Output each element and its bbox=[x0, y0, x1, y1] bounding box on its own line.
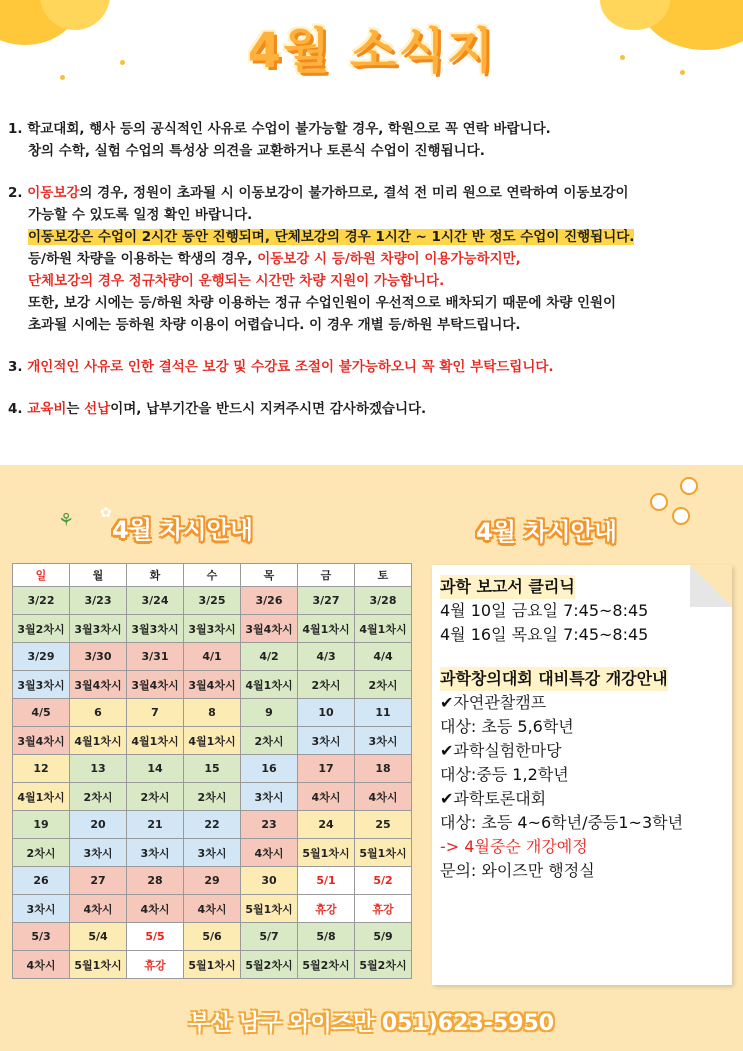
calendar-session: 3월4차시 bbox=[127, 671, 184, 699]
calendar-session: 5월1차시 bbox=[355, 839, 412, 867]
special-line: 대상: 초등 5,6학년 bbox=[440, 717, 574, 736]
notice-text: 등/하원 차량을 이용하는 학생의 경우, bbox=[28, 251, 258, 267]
schedule-calendar bbox=[12, 563, 412, 979]
calendar-date: 4/2 bbox=[241, 643, 298, 671]
calendar-date: 5/5 bbox=[127, 923, 184, 951]
notice-text: 1. 학교대회, 행사 등의 공식적인 사유로 수업이 불가능할 경우, 학원으로 꼭 연락 바랍니다. bbox=[8, 121, 551, 137]
special-line: ✔과학실험한마당 bbox=[440, 741, 562, 760]
weekday-header: 토 bbox=[355, 564, 412, 587]
calendar-date: 19 bbox=[13, 811, 70, 839]
flower-icon bbox=[680, 477, 698, 495]
calendar-session: 4월1차시 bbox=[355, 615, 412, 643]
calendar-session: 4월1차시 bbox=[70, 727, 127, 755]
notice-line bbox=[8, 182, 733, 204]
calendar-date: 9 bbox=[241, 699, 298, 727]
weekday-header: 월 bbox=[70, 564, 127, 587]
calendar-date: 5/6 bbox=[184, 923, 241, 951]
calendar-date: 30 bbox=[241, 867, 298, 895]
calendar-session: 휴강 bbox=[127, 951, 184, 979]
calendar-date: 6 bbox=[70, 699, 127, 727]
calendar-session: 4차시 bbox=[241, 839, 298, 867]
notice-line bbox=[8, 398, 733, 420]
notice-text: 또한, 보강 시에는 등/하원 차량 이용하는 정규 수업인원이 우선적으로 배차되기 때문에 차량 인원이 bbox=[28, 295, 617, 311]
clinic-line: 4월 16일 목요일 7:45~8:45 bbox=[440, 625, 649, 644]
calendar-date: 27 bbox=[70, 867, 127, 895]
notice-text: 이동보강은 수업이 2시간 동안 진행되며, 단체보강의 경우 1시간 ~ 1시간 반 정도 수업이 진행됩니다. bbox=[28, 229, 635, 245]
calendar-session: 4차시 bbox=[184, 895, 241, 923]
calendar-session: 3차시 bbox=[127, 839, 184, 867]
footer-contact: 부산 남구 와이즈만 051)623-5950 bbox=[188, 1011, 555, 1036]
calendar-date: 14 bbox=[127, 755, 184, 783]
notice-item bbox=[8, 356, 733, 378]
calendar-date: 5/8 bbox=[298, 923, 355, 951]
calendar-date: 20 bbox=[70, 811, 127, 839]
special-lecture-title: 과학창의대회 대비특강 개강안내 bbox=[440, 667, 668, 691]
notice-text: 3. bbox=[8, 359, 28, 375]
calendar-date: 4/1 bbox=[184, 643, 241, 671]
info-title: 4월 차시안내 bbox=[476, 518, 617, 546]
calendar-date: 25 bbox=[355, 811, 412, 839]
calendar-session: 5월2차시 bbox=[298, 951, 355, 979]
special-line: 대상:중등 1,2학년 bbox=[440, 765, 569, 784]
calendar-date: 10 bbox=[298, 699, 355, 727]
calendar-date: 15 bbox=[184, 755, 241, 783]
notice-text: 창의 수학, 실험 수업의 특성상 의견을 교환하거나 토론식 수업이 진행됩니다. bbox=[28, 143, 485, 159]
calendar-session: 2차시 bbox=[13, 839, 70, 867]
notice-text: 선납 bbox=[84, 401, 111, 417]
flower-icon bbox=[650, 493, 668, 511]
calendar-date: 3/26 bbox=[241, 587, 298, 615]
notice-text: 개인적인 사유로 인한 결석은 보강 및 수강료 조절이 불가능하오니 꼭 확인 부탁드립니다. bbox=[27, 359, 554, 375]
calendar-session: 3차시 bbox=[184, 839, 241, 867]
notice-text: 이동보강 bbox=[27, 185, 80, 201]
sprout-icon: ⚘ bbox=[58, 510, 75, 531]
clinic-title: 과학 보고서 클리닉 bbox=[440, 575, 575, 599]
calendar-session: 5월1차시 bbox=[241, 895, 298, 923]
notice-line bbox=[8, 140, 733, 162]
notice-text: 의 경우, 정원이 초과될 시 이동보강이 불가하므로, 결석 전 미리 원으로 연락하여 이동보강이 bbox=[79, 185, 629, 201]
calendar-session: 5월1차시 bbox=[70, 951, 127, 979]
calendar-date: 5/2 bbox=[355, 867, 412, 895]
calendar-session: 3월4차시 bbox=[13, 727, 70, 755]
opening-note: -> 4월중순 개강예정 bbox=[440, 837, 588, 856]
calendar-date: 4/5 bbox=[13, 699, 70, 727]
calendar-date: 3/30 bbox=[70, 643, 127, 671]
calendar-session: 4월1차시 bbox=[298, 615, 355, 643]
calendar-date: 26 bbox=[13, 867, 70, 895]
calendar-session: 3차시 bbox=[241, 783, 298, 811]
special-line: 대상: 초등 4~6학년/중등1~3학년 bbox=[440, 813, 684, 832]
calendar-session: 3월3차시 bbox=[184, 615, 241, 643]
calendar-session: 3월4차시 bbox=[184, 671, 241, 699]
calendar-session: 3월4차시 bbox=[70, 671, 127, 699]
calendar-date: 5/3 bbox=[13, 923, 70, 951]
calendar-date: 7 bbox=[127, 699, 184, 727]
clinic-line: 4월 10일 금요일 7:45~8:45 bbox=[440, 601, 649, 620]
calendar-date: 3/31 bbox=[127, 643, 184, 671]
info-card bbox=[432, 565, 732, 985]
calendar-session: 휴강 bbox=[355, 895, 412, 923]
calendar-session: 3차시 bbox=[70, 839, 127, 867]
calendar-session: 4차시 bbox=[298, 783, 355, 811]
calendar-session: 3차시 bbox=[13, 895, 70, 923]
calendar-session: 4차시 bbox=[70, 895, 127, 923]
calendar-date: 5/7 bbox=[241, 923, 298, 951]
calendar-date: 5/4 bbox=[70, 923, 127, 951]
calendar-date: 17 bbox=[298, 755, 355, 783]
calendar-date: 13 bbox=[70, 755, 127, 783]
calendar-session: 4차시 bbox=[127, 895, 184, 923]
special-line: ✔자연관찰캠프 bbox=[440, 693, 547, 712]
calendar-session: 2차시 bbox=[70, 783, 127, 811]
calendar-date: 3/24 bbox=[127, 587, 184, 615]
calendar-date: 4/4 bbox=[355, 643, 412, 671]
notice-text: 이며, 납부기간을 반드시 지켜주시면 감사하겠습니다. bbox=[110, 401, 427, 417]
calendar-date: 18 bbox=[355, 755, 412, 783]
calendar-session: 휴강 bbox=[298, 895, 355, 923]
sparkle-icon: ✿ bbox=[100, 505, 112, 521]
calendar-session: 3월2차시 bbox=[13, 615, 70, 643]
contact-line: 문의: 와이즈만 행정실 bbox=[440, 861, 595, 880]
calendar-date: 23 bbox=[241, 811, 298, 839]
calendar-date: 5/1 bbox=[298, 867, 355, 895]
calendar-session: 3월3차시 bbox=[70, 615, 127, 643]
calendar-session: 4차시 bbox=[13, 951, 70, 979]
calendar-date: 29 bbox=[184, 867, 241, 895]
notice-text: 단체보강의 경우 정규차량이 운행되는 시간만 차량 지원이 가능합니다. bbox=[28, 273, 445, 289]
notice-line bbox=[8, 118, 733, 140]
weekday-header: 수 bbox=[184, 564, 241, 587]
calendar-session: 3월3차시 bbox=[127, 615, 184, 643]
calendar-session: 3월4차시 bbox=[241, 615, 298, 643]
page-title: 4월 소식지 bbox=[247, 23, 496, 79]
notice-line bbox=[8, 248, 733, 270]
special-line: ✔과학토론대회 bbox=[440, 789, 547, 808]
notice-text: 초과될 시에는 등하원 차량 이용이 어렵습니다. 이 경우 개별 등/하원 부탁드립니다. bbox=[28, 317, 521, 333]
calendar-session: 2차시 bbox=[127, 783, 184, 811]
notice-line bbox=[8, 204, 733, 226]
calendar-session: 2차시 bbox=[355, 671, 412, 699]
notice-line bbox=[8, 226, 733, 248]
calendar-session: 4월1차시 bbox=[184, 727, 241, 755]
weekday-header: 금 bbox=[298, 564, 355, 587]
header-banner bbox=[0, 0, 743, 95]
calendar-date: 3/25 bbox=[184, 587, 241, 615]
calendar-title: 4월 차시안내 bbox=[112, 516, 253, 544]
calendar-session: 4월1차시 bbox=[127, 727, 184, 755]
calendar-date: 3/27 bbox=[298, 587, 355, 615]
notice-line bbox=[8, 314, 733, 336]
notice-line bbox=[8, 292, 733, 314]
notice-item bbox=[8, 398, 733, 420]
weekday-header: 목 bbox=[241, 564, 298, 587]
calendar-session: 4차시 bbox=[355, 783, 412, 811]
calendar-date: 11 bbox=[355, 699, 412, 727]
notice-line bbox=[8, 270, 733, 292]
calendar-date: 22 bbox=[184, 811, 241, 839]
calendar-date: 3/29 bbox=[13, 643, 70, 671]
weekday-header: 화 bbox=[127, 564, 184, 587]
calendar-date: 28 bbox=[127, 867, 184, 895]
calendar-date: 16 bbox=[241, 755, 298, 783]
calendar-session: 3차시 bbox=[298, 727, 355, 755]
calendar-date: 3/23 bbox=[70, 587, 127, 615]
notice-item bbox=[8, 118, 733, 162]
calendar-session: 2차시 bbox=[298, 671, 355, 699]
notice-item bbox=[8, 182, 733, 336]
calendar-date: 12 bbox=[13, 755, 70, 783]
calendar-session: 5월1차시 bbox=[298, 839, 355, 867]
calendar-session: 4월1차시 bbox=[13, 783, 70, 811]
notice-text: 2. bbox=[8, 185, 28, 201]
calendar-date: 5/9 bbox=[355, 923, 412, 951]
weekday-header: 일 bbox=[13, 564, 70, 587]
calendar-date: 24 bbox=[298, 811, 355, 839]
notice-text: 이동보강 시 등/하원 차량이 이용가능하지만, bbox=[257, 251, 521, 267]
notice-text: 교육비 bbox=[27, 401, 67, 417]
calendar-date: 8 bbox=[184, 699, 241, 727]
calendar-date: 4/3 bbox=[298, 643, 355, 671]
calendar-date: 3/22 bbox=[13, 587, 70, 615]
calendar-session: 5월2차시 bbox=[241, 951, 298, 979]
calendar-session: 5월1차시 bbox=[184, 951, 241, 979]
calendar-date: 21 bbox=[127, 811, 184, 839]
calendar-session: 3월3차시 bbox=[13, 671, 70, 699]
calendar-session: 5월2차시 bbox=[355, 951, 412, 979]
notice-line bbox=[8, 356, 733, 378]
notice-text: 4. bbox=[8, 401, 28, 417]
calendar-session: 2차시 bbox=[241, 727, 298, 755]
calendar-session: 4월1차시 bbox=[241, 671, 298, 699]
calendar-session: 2차시 bbox=[184, 783, 241, 811]
notice-text: 가능할 수 있도록 일정 확인 바랍니다. bbox=[28, 207, 253, 223]
notice-list bbox=[8, 118, 733, 440]
notice-text: 는 bbox=[66, 401, 85, 417]
calendar-session: 3차시 bbox=[355, 727, 412, 755]
calendar-date: 3/28 bbox=[355, 587, 412, 615]
flower-icon bbox=[672, 507, 690, 525]
